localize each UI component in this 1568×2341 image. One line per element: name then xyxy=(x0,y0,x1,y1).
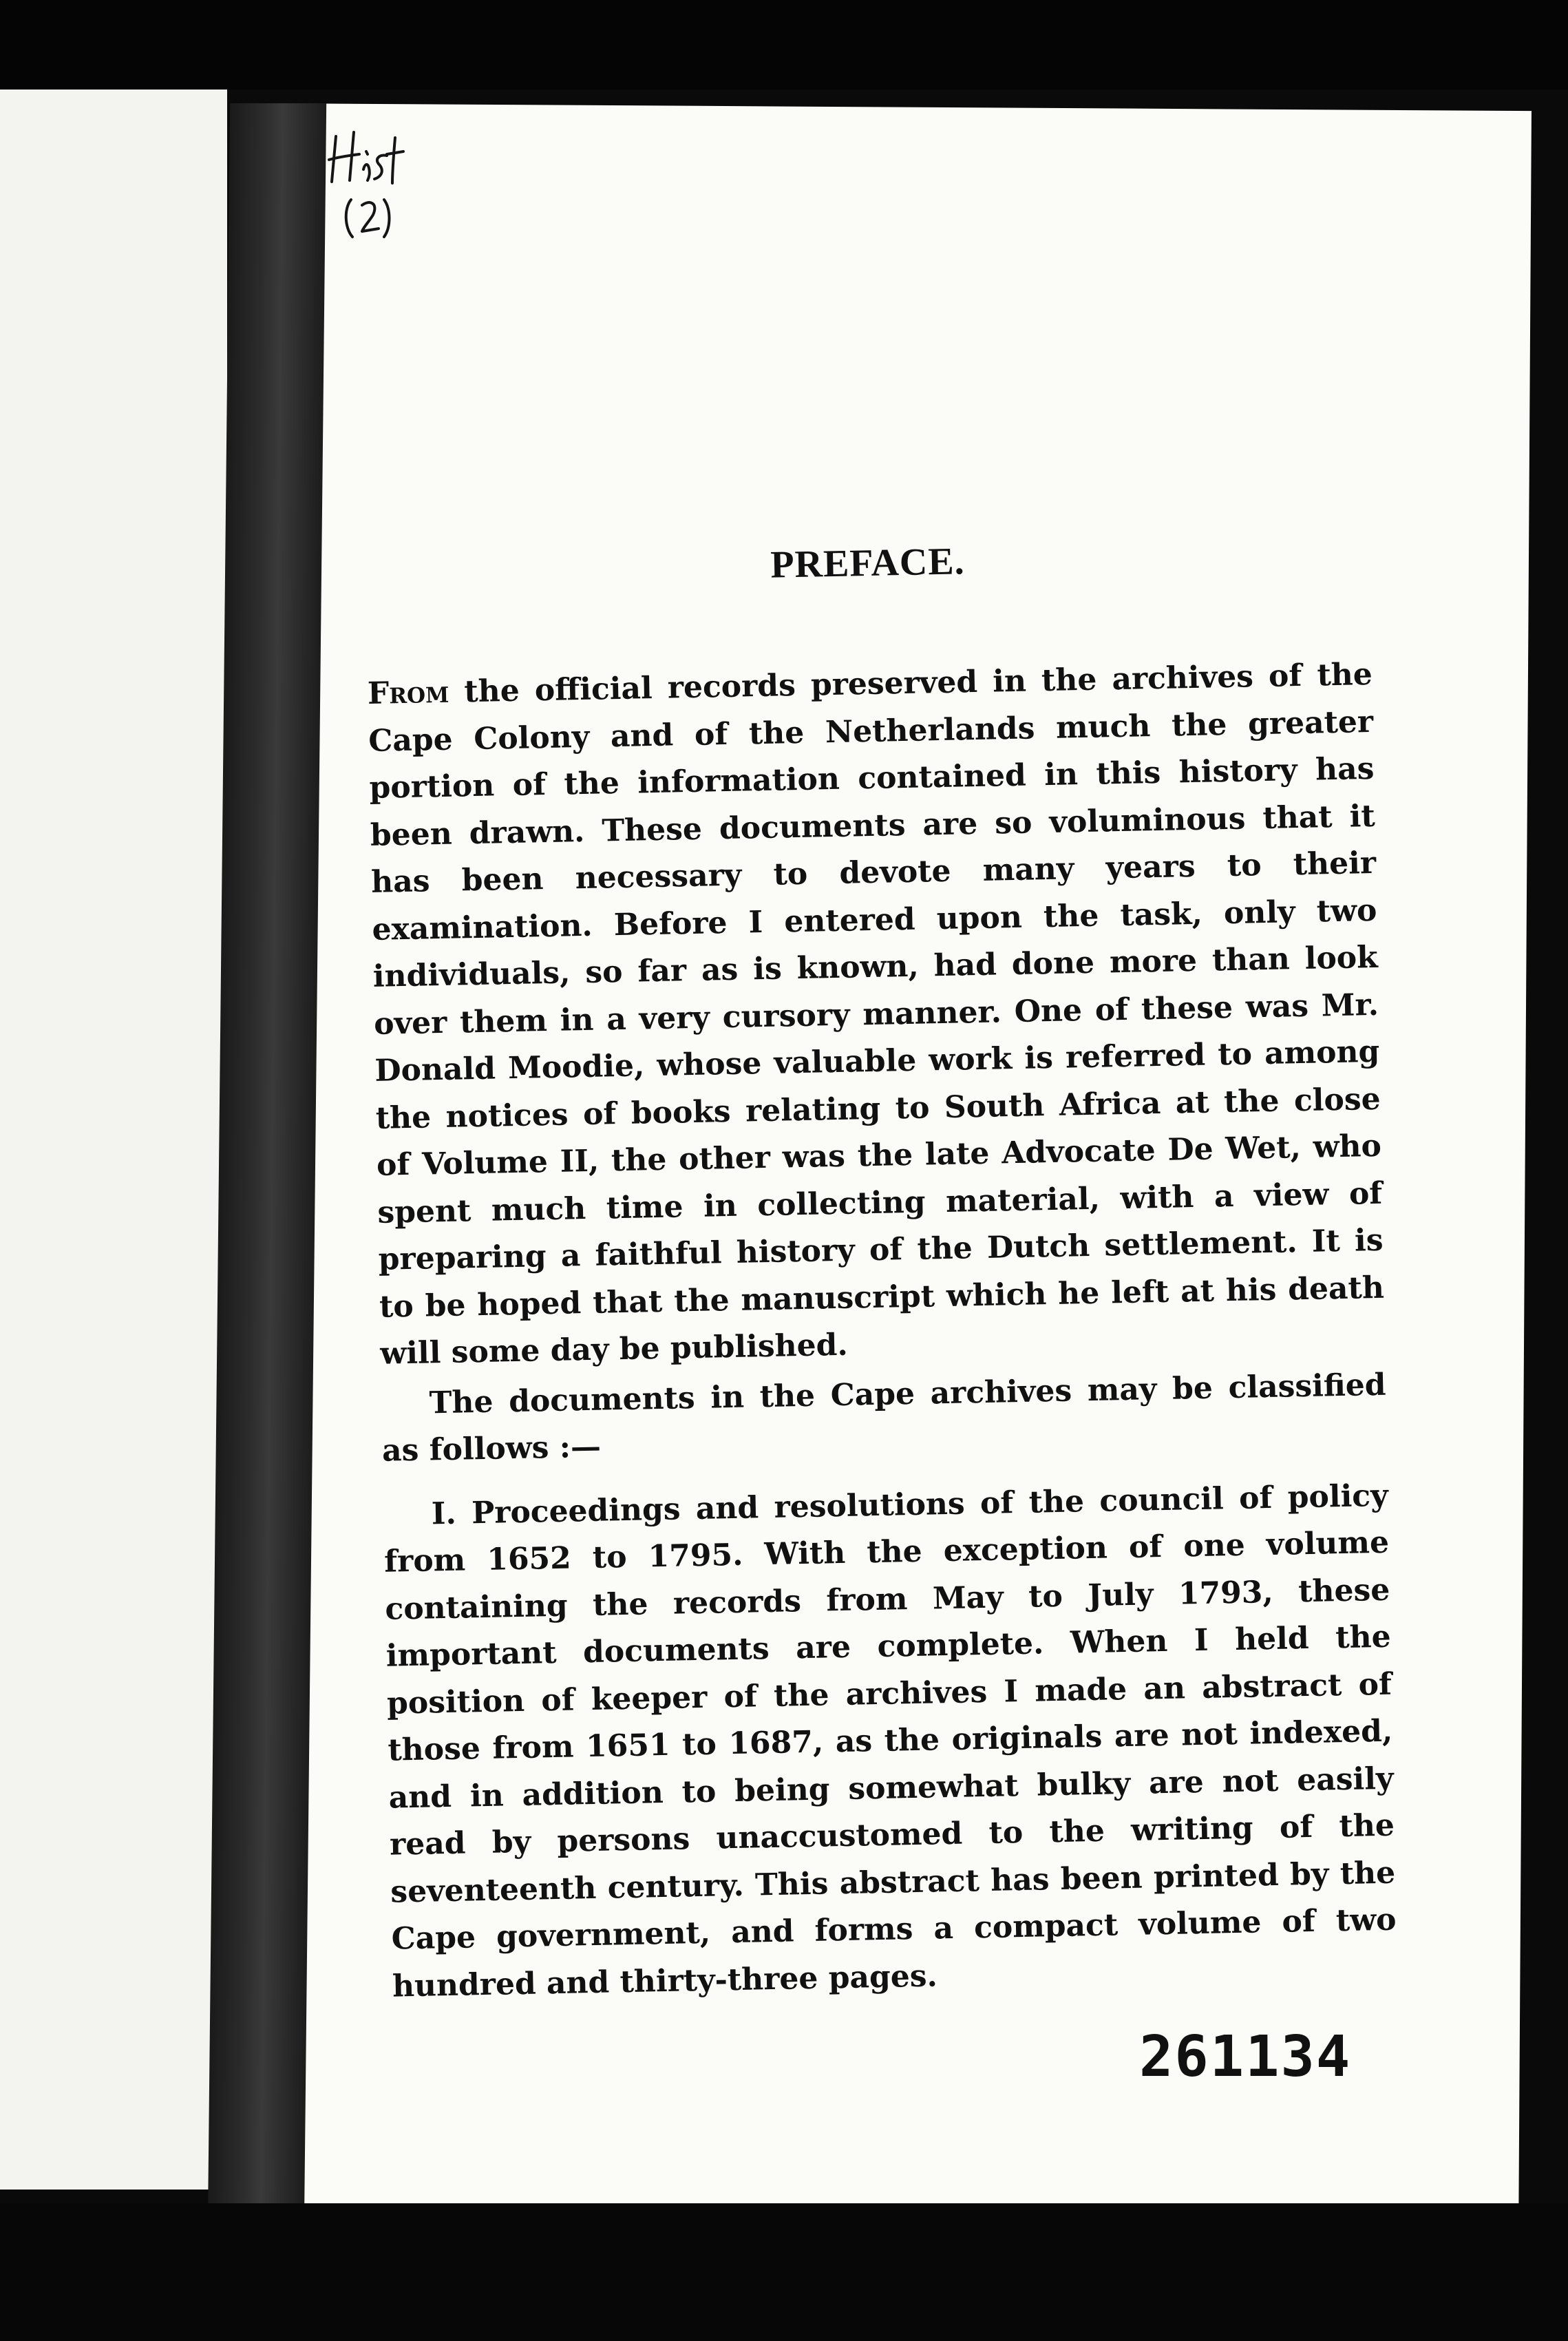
paragraph-2: The documents in the Cape archives may be classified as follows :— xyxy=(381,1367,1387,1469)
paragraph-1-lead: From xyxy=(367,674,449,711)
paragraph-1 xyxy=(367,651,1385,1378)
catalog-number-stamp: 261134 xyxy=(1139,2024,1352,2090)
facing-page xyxy=(0,90,227,2190)
paragraph-1-text: the official records preserved in the archives of the Cape Colony and of the Netherlands much the greater portion of the information contained in this history has been drawn. These documents are so voluminous that it has been necessary to devote many years to their examination. Before I entered upon the task, only two individuals, so far as is known, had done more than look over them in a very cursory manner. One of these was Mr. Donald Moodie, whose valuable work is referred to among the notices of books relating to South Africa at the close of Volume II, the other was the late Advocate De Wet, who spent much time in collecting material, with a view of preparing a faithful history of the Dutch settlement. It is to be hoped that the manuscript which he left at his death will some day be published. xyxy=(368,656,1385,1372)
paragraph-3: I. Proceedings and resolutions of the council of policy from 1652 to 1795. With the exception of one volume containing the records from May to July 1793, these important documents are complete. When I held the position of keeper of the archives I made an abstract of those from 1651 to 1687, as the originals are not indexed, and in addition to being somewhat bulky are not easily read by persons unaccustomed to the writing of the seventeenth century. This abstract has been printed by the Cape government, and forms a compact volume of two hundred and thirty-three pages. xyxy=(383,1478,1397,2004)
handwritten-note xyxy=(324,124,406,248)
scan-bottom-border xyxy=(0,2203,1568,2341)
preface-text xyxy=(365,532,1397,2011)
page-title: PREFACE. xyxy=(770,540,966,587)
scan-top-border xyxy=(0,0,1568,90)
